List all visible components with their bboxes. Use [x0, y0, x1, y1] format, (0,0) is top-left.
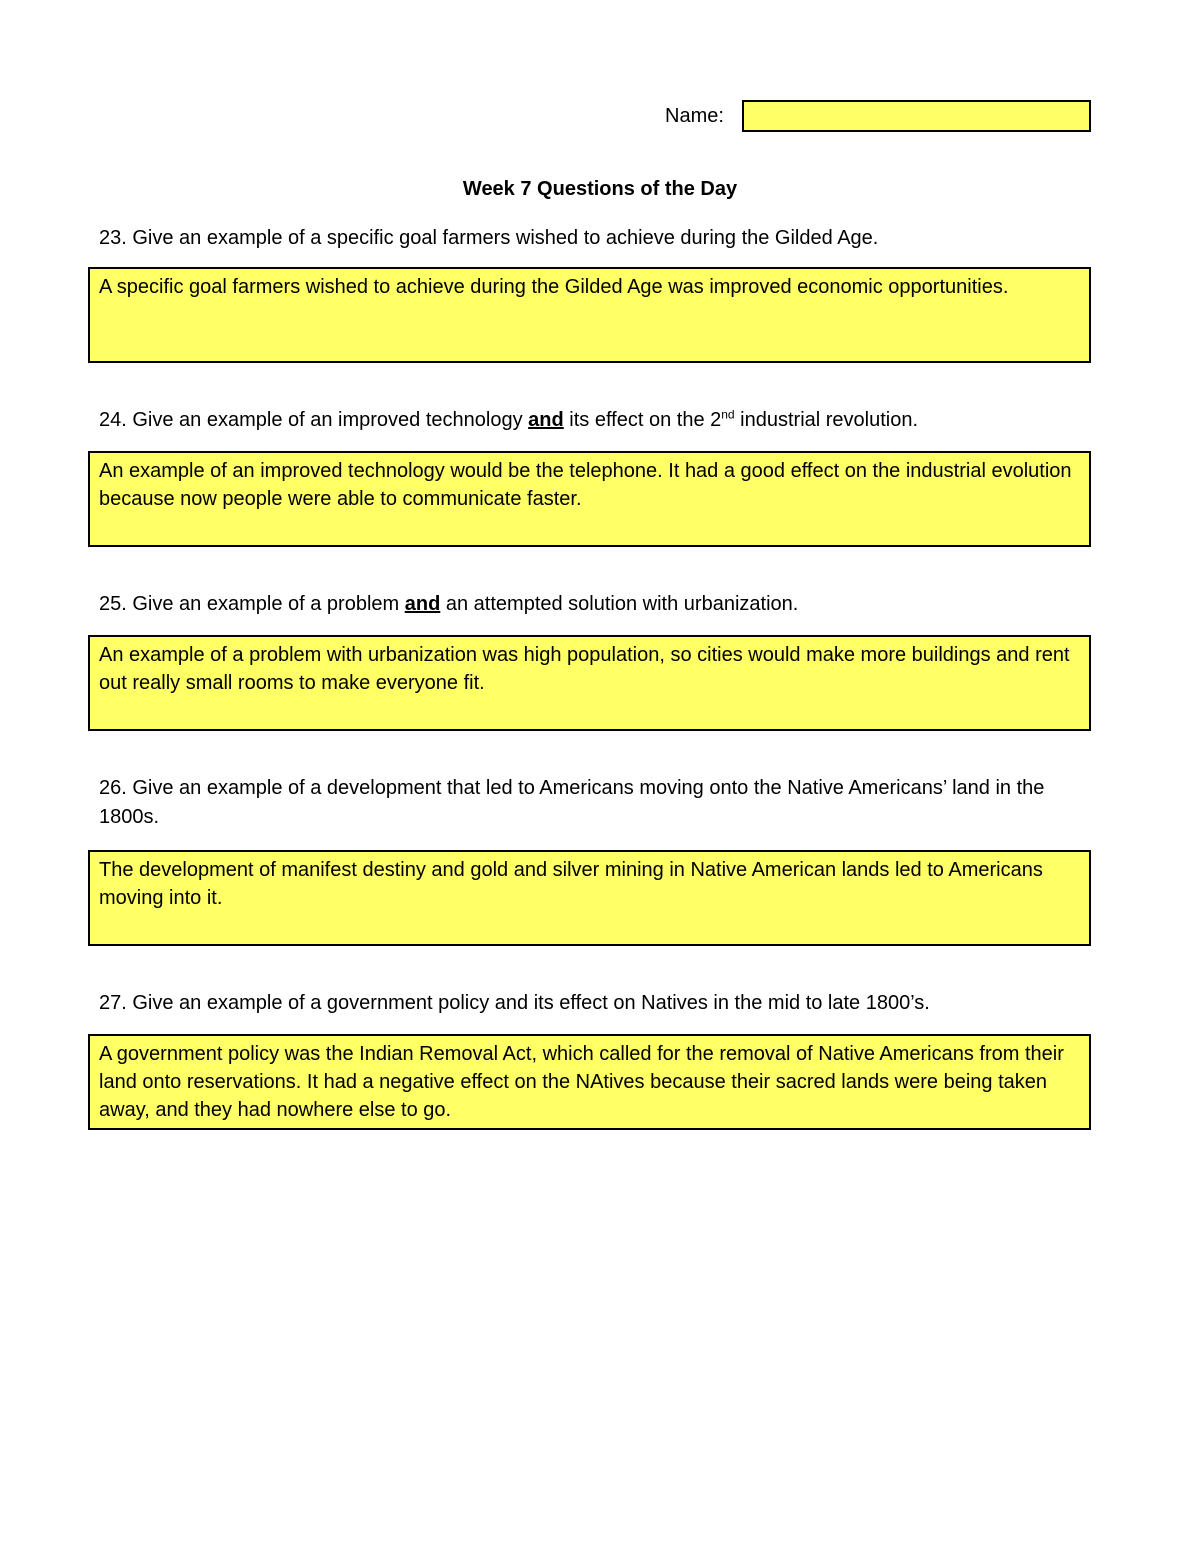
- question-26: [99, 774, 1099, 832]
- answer-box-25[interactable]: An example of a problem with urbanization was high population, so cities would make more buildings and rent out really small rooms to make everyone fit.: [88, 635, 1091, 731]
- question-emphasis: and: [528, 409, 564, 431]
- name-field[interactable]: [742, 100, 1091, 132]
- question-text: Give an example of a problem: [132, 593, 400, 615]
- question-number: 27.: [99, 992, 127, 1014]
- question-24: [99, 406, 1099, 435]
- question-text: its effect on the 2: [569, 409, 722, 431]
- question-emphasis: and: [404, 593, 441, 615]
- question-text: Give an example of a development that led to Americans moving onto the Native Americans’ land in the 1800s.: [99, 777, 1045, 828]
- question-text: Give an example of an improved technology: [132, 409, 523, 431]
- question-number: 25.: [99, 593, 127, 615]
- question-text: industrial revolution.: [740, 409, 919, 431]
- question-23: [99, 224, 1099, 253]
- answer-box-27[interactable]: A government policy was the Indian Removal Act, which called for the removal of Native Americans from their land onto reservations. It had a negative effect on the NAtives because their sacred lands were being taken away, and they had nowhere else to go.: [88, 1034, 1091, 1130]
- answer-box-23[interactable]: A specific goal farmers wished to achieve during the Gilded Age was improved economic opportunities.: [88, 267, 1091, 363]
- question-number: 24.: [99, 409, 127, 431]
- question-text: Give an example of a government policy and its effect on Natives in the mid to late 1800’s.: [132, 992, 930, 1014]
- question-25: [99, 590, 1099, 619]
- question-text: Give an example of a specific goal farmers wished to achieve during the Gilded Age.: [132, 227, 879, 249]
- name-label: Name:: [665, 105, 724, 127]
- name-row: [665, 100, 736, 132]
- answer-box-26[interactable]: The development of manifest destiny and gold and silver mining in Native American lands led to Americans moving into it.: [88, 850, 1091, 946]
- question-text: an attempted solution with urbanization.: [445, 593, 799, 615]
- question-number: 26.: [99, 777, 127, 799]
- page-title: Week 7 Questions of the Day: [462, 178, 738, 200]
- question-number: 23.: [99, 227, 127, 249]
- answer-box-24[interactable]: An example of an improved technology would be the telephone. It had a good effect on the industrial evolution because now people were able to communicate faster.: [88, 451, 1091, 547]
- question-superscript: nd: [721, 407, 735, 422]
- question-27: [99, 989, 1099, 1018]
